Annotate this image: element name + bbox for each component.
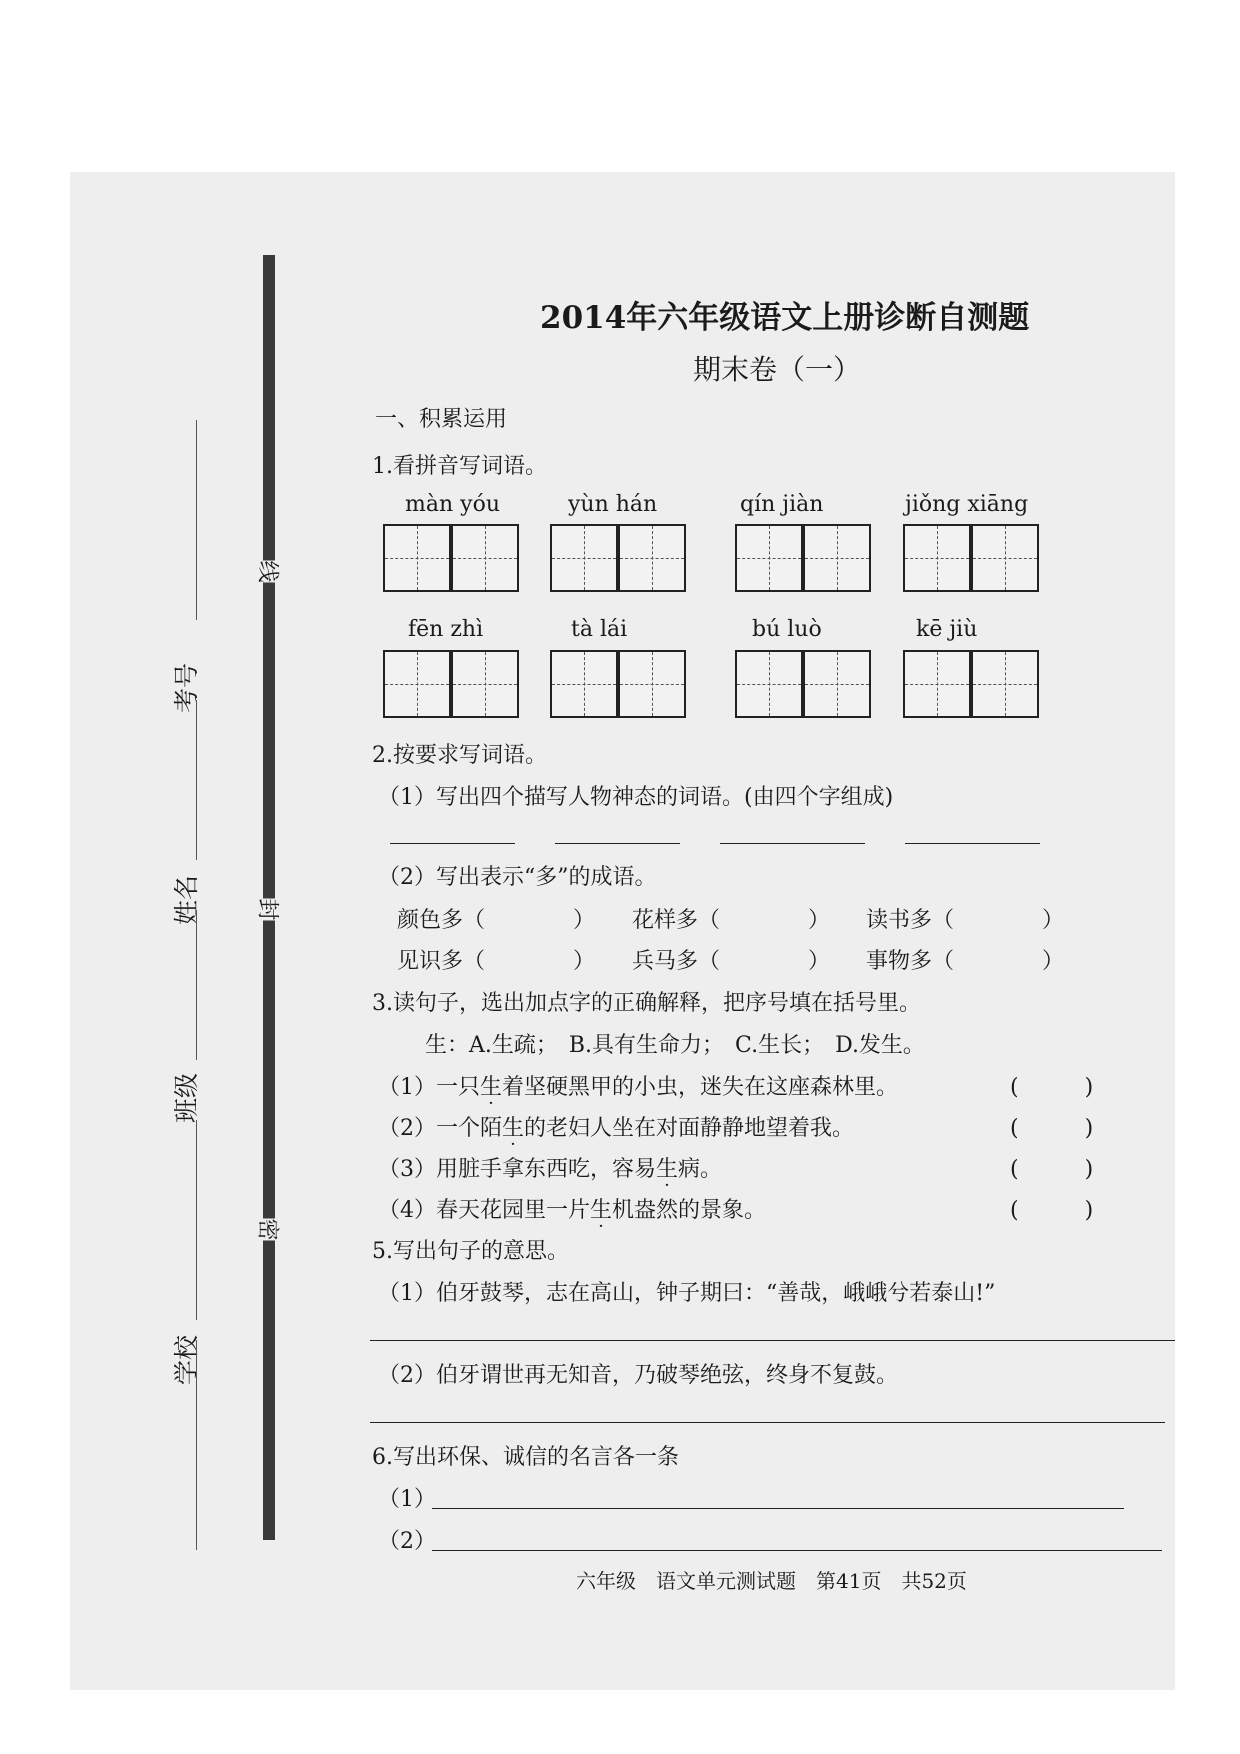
pinyin-4: jiǒng xiāng	[905, 492, 1029, 517]
answer-paren[interactable]: ( )	[1010, 1116, 1094, 1141]
label-exam-number: 考号	[172, 662, 202, 714]
question-2-sub2: （2）写出表示“多”的成语。	[378, 865, 657, 890]
pinyin-5: fēn zhì	[408, 617, 484, 642]
answer-blank[interactable]	[390, 843, 515, 844]
pinyin-8: kē jiù	[916, 617, 978, 642]
writing-box[interactable]	[383, 524, 451, 592]
seal-mark-secret: 密	[250, 1218, 289, 1240]
pinyin-1: màn yóu	[405, 492, 500, 517]
idiom-blank[interactable]: 读书多（ ）	[866, 908, 1065, 933]
writing-box[interactable]	[550, 524, 618, 592]
writing-box[interactable]	[618, 524, 686, 592]
fill-line-name	[196, 700, 197, 860]
question-6-sub1: （1）	[378, 1487, 436, 1512]
writing-box[interactable]	[451, 650, 519, 718]
idiom-blank[interactable]: 颜色多（ ）	[397, 908, 596, 933]
question-5-sub2: （2）伯牙谓世再无知音，乃破琴绝弦，终身不复鼓。	[378, 1363, 898, 1388]
seal-mark-line: 线	[250, 560, 289, 582]
pinyin-7: bú luò	[752, 617, 822, 642]
sentence-1: （1）一只生着坚硬黑甲的小虫，迷失在这座森林里。	[378, 1075, 899, 1100]
label-name: 姓名	[172, 874, 202, 926]
question-6-prompt: 6.写出环保、诚信的名言各一条	[372, 1445, 679, 1470]
writing-box[interactable]	[735, 650, 803, 718]
writing-box[interactable]	[803, 650, 871, 718]
question-2-sub1: （1）写出四个描写人物神态的词语。(由四个字组成)	[378, 785, 894, 810]
idiom-blank[interactable]: 事物多（ ）	[866, 949, 1065, 974]
answer-blank[interactable]	[555, 843, 680, 844]
exam-title: 2014年六年级语文上册诊断自测题	[540, 300, 1030, 336]
writing-box[interactable]	[735, 524, 803, 592]
pinyin-2: yùn hán	[568, 492, 658, 517]
fill-line-class	[196, 910, 197, 1060]
fill-line-school	[196, 1120, 197, 1320]
exam-subtitle: 期末卷（一）	[693, 353, 862, 386]
idiom-blank[interactable]: 见识多（ ）	[397, 949, 596, 974]
sentence-4: （4）春天花园里一片生机盎然的景象。	[378, 1198, 767, 1223]
fill-line-exam-number	[196, 420, 197, 620]
question-3-prompt: 3.读句子，选出加点字的正确解释，把序号填在括号里。	[372, 991, 921, 1016]
writing-box[interactable]	[618, 650, 686, 718]
pinyin-3: qín jiàn	[740, 492, 824, 517]
label-school: 学校	[172, 1334, 202, 1386]
pinyin-6: tà lái	[571, 617, 628, 642]
writing-box[interactable]	[550, 650, 618, 718]
writing-box[interactable]	[971, 524, 1039, 592]
answer-paren[interactable]: ( )	[1010, 1075, 1094, 1100]
question-2-prompt: 2.按要求写词语。	[372, 743, 547, 768]
question-5-prompt: 5.写出句子的意思。	[372, 1239, 569, 1264]
writing-box[interactable]	[383, 650, 451, 718]
answer-line[interactable]	[432, 1550, 1162, 1551]
page-footer: 六年级 语文单元测试题 第41页 共52页	[576, 1569, 967, 1593]
answer-paren[interactable]: ( )	[1010, 1198, 1094, 1223]
sentence-2: （2）一个陌生的老妇人坐在对面静静地望着我。	[378, 1116, 855, 1141]
answer-blank[interactable]	[720, 843, 865, 844]
seal-mark-seal: 封	[250, 898, 289, 920]
label-class: 班级	[172, 1072, 202, 1124]
writing-box[interactable]	[903, 650, 971, 718]
idiom-blank[interactable]: 花样多（ ）	[632, 908, 831, 933]
idiom-blank[interactable]: 兵马多（ ）	[632, 949, 831, 974]
question-6-sub2: （2）	[378, 1529, 436, 1554]
answer-paren[interactable]: ( )	[1010, 1157, 1094, 1182]
question-5-sub1: （1）伯牙鼓琴，志在高山，钟子期曰：“善哉，峨峨兮若泰山!”	[378, 1281, 996, 1306]
section-title: 一、积累运用	[375, 407, 508, 432]
writing-box[interactable]	[451, 524, 519, 592]
fill-line-bottom	[196, 1340, 197, 1550]
writing-box[interactable]	[903, 524, 971, 592]
answer-line[interactable]	[432, 1508, 1124, 1509]
answer-line[interactable]	[370, 1340, 1175, 1341]
answer-line[interactable]	[370, 1422, 1165, 1423]
sentence-3: （3）用脏手拿东西吃，容易生病。	[378, 1157, 723, 1182]
question-1-prompt: 1.看拼音写词语。	[372, 454, 547, 479]
writing-box[interactable]	[803, 524, 871, 592]
answer-blank[interactable]	[905, 843, 1040, 844]
question-3-options: 生：A.生疏； B.具有生命力； C.生长； D.发生。	[425, 1033, 925, 1058]
writing-box[interactable]	[971, 650, 1039, 718]
